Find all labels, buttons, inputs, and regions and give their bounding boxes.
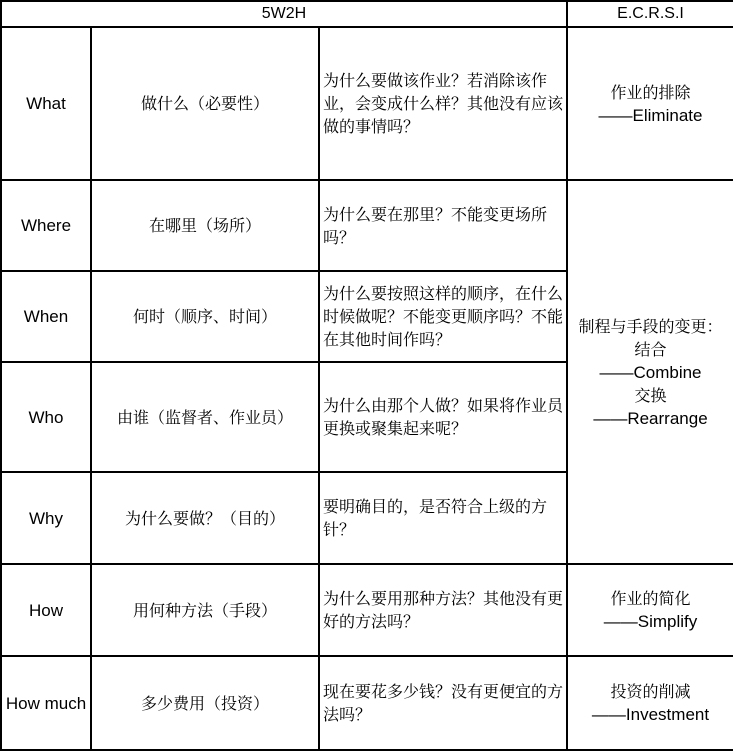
- row-key-what: What: [1, 27, 91, 180]
- header-5w2h: 5W2H: [1, 1, 567, 27]
- rearrange-cn: 交换: [634, 385, 667, 405]
- simplify-en: ——Simplify: [603, 612, 698, 631]
- row-question-how-much: 现在要花多少钱？没有更便宜的方法吗？: [319, 656, 567, 750]
- combine-cn: 制程与手段的变更：结合: [578, 316, 723, 359]
- ecrsi-simplify-cell: [567, 564, 733, 656]
- table-row: [1, 656, 733, 750]
- row-question-what: 为什么要做该作业？若消除该作业，会变成什么样？其他没有应该做的事情吗？: [319, 27, 567, 180]
- row-desc-how-much: 多少费用（投资）: [91, 656, 319, 750]
- row-key-who: Who: [1, 362, 91, 472]
- row-desc-what: 做什么（必要性）: [91, 27, 319, 180]
- table-row: [1, 27, 733, 180]
- row-key-where: Where: [1, 180, 91, 271]
- row-key-why: Why: [1, 472, 91, 564]
- ecrsi-investment-cell: [567, 656, 733, 750]
- row-question-who: 为什么由那个人做？如果将作业员更换或聚集起来呢？: [319, 362, 567, 472]
- combine-en: ——Combine: [599, 362, 702, 382]
- header-row: [1, 1, 733, 27]
- eliminate-cn: 作业的排除: [610, 82, 691, 102]
- row-question-why: 要明确目的，是否符合上级的方针？: [319, 472, 567, 564]
- table-row: [1, 564, 733, 656]
- row-question-when: 为什么要按照这样的顺序，在什么时候做呢？不能变更顺序吗？不能在其他时间作吗？: [319, 271, 567, 362]
- ecrsi-eliminate-cell: [567, 27, 733, 180]
- row-question-how: 为什么要用那种方法？其他没有更好的方法吗？: [319, 564, 567, 656]
- investment-cn: 投资的削减: [610, 682, 691, 701]
- table-row: [1, 180, 733, 271]
- row-key-how: How: [1, 564, 91, 656]
- ecrsi-combine-rearrange-cell: [567, 180, 733, 564]
- row-key-how-much: How much: [1, 656, 91, 750]
- row-desc-how: 用何种方法（手段）: [91, 564, 319, 656]
- eliminate-en: ——Eliminate: [598, 105, 703, 125]
- simplify-cn: 作业的简化: [610, 589, 691, 608]
- row-desc-where: 在哪里（场所）: [91, 180, 319, 271]
- row-desc-who: 由谁（监督者、作业员）: [91, 362, 319, 472]
- row-key-when: When: [1, 271, 91, 362]
- header-ecrsi: E.C.R.S.I: [567, 1, 733, 27]
- investment-en: ——Investment: [591, 705, 710, 724]
- row-desc-when: 何时（顺序、时间）: [91, 271, 319, 362]
- row-desc-why: 为什么要做？（目的）: [91, 472, 319, 564]
- row-question-where: 为什么要在那里？不能变更场所吗？: [319, 180, 567, 271]
- rearrange-en: ——Rearrange: [593, 408, 708, 428]
